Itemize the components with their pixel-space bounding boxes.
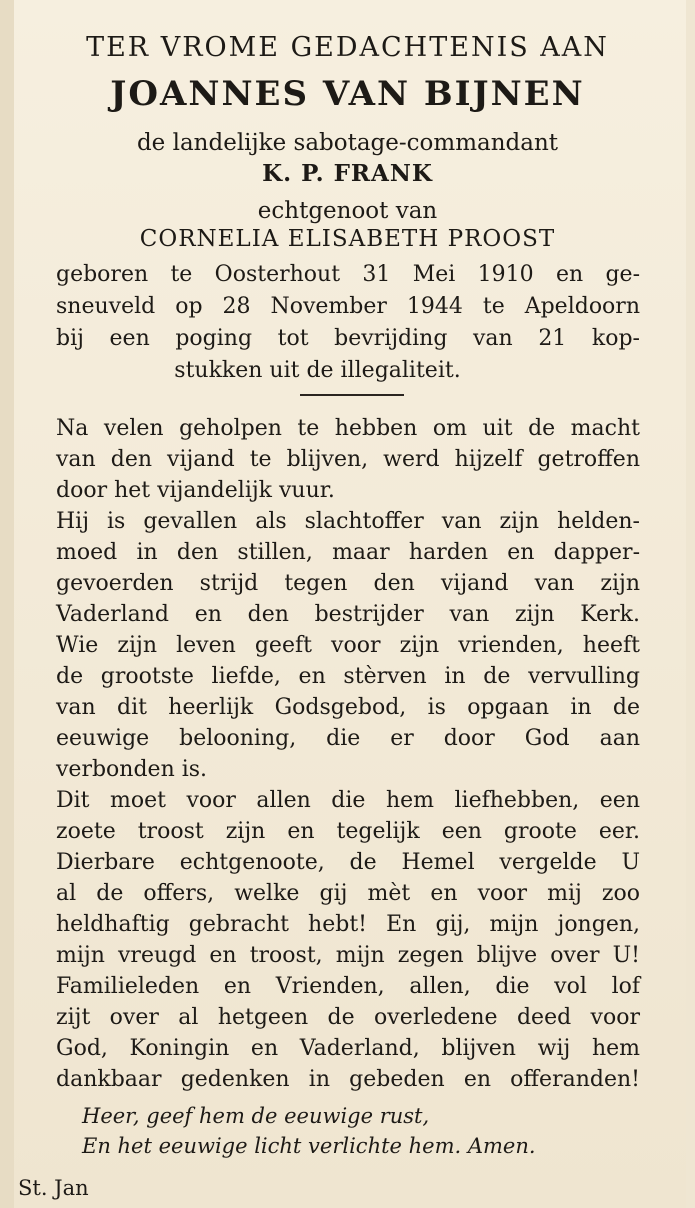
- body-line: de grootste liefde, en stèrven in de vervulling: [56, 664, 640, 689]
- dedication-heading: TER VROME GEDACHTENIS AAN: [86, 32, 609, 63]
- body-line: Hij is gevallen als slachtoffer van zijn helden-: [56, 509, 640, 534]
- deceased-name: JOANNES VAN BIJNEN: [110, 74, 585, 114]
- body-line: verbonden is.: [56, 757, 208, 782]
- alias-line: K. P. FRANK: [262, 160, 433, 187]
- body-line: heldhaftig gebracht hebt! En gij, mijn jongen,: [56, 912, 640, 937]
- bio-line: geboren te Oosterhout 31 Mei 1910 en ge-: [56, 262, 640, 287]
- body-line: zijt over al hetgeen de overledene deed voor: [56, 1005, 640, 1030]
- body-line: Vaderland en den bestrijder van zijn Kerk.: [56, 602, 640, 627]
- spouse-intro: echtgenoot van: [257, 198, 438, 224]
- printer-mark: St. Jan: [18, 1176, 89, 1200]
- body-line: moed in den stillen, maar harden en dapper-: [56, 540, 640, 565]
- body-line: Familieleden en Vrienden, allen, die vol lof: [56, 974, 640, 999]
- role-line: de landelijke sabotage-commandant: [136, 130, 559, 156]
- bio-line: sneuveld op 28 November 1944 te Apeldoorn: [56, 294, 640, 319]
- spouse-name: CORNELIA ELISABETH PROOST: [139, 226, 556, 252]
- body-line: van den vijand te blijven, werd hijzelf getroffen: [56, 447, 640, 472]
- body-line: eeuwige belooning, die er door God aan: [56, 726, 640, 751]
- body-line: Dierbare echtgenoote, de Hemel vergelde U: [56, 850, 640, 875]
- body-line: Na velen geholpen te hebben om uit de macht: [56, 416, 640, 441]
- bio-line: stukken uit de illegaliteit.: [174, 358, 461, 383]
- prayer-line: Heer, geef hem de eeuwige rust,: [82, 1104, 430, 1128]
- body-line: zoete troost zijn en tegelijk een groote eer.: [56, 819, 640, 844]
- body-line: gevoerden strijd tegen den vijand van zijn: [56, 571, 640, 596]
- body-line: dankbaar gedenken in gebeden en offeranden!: [56, 1067, 640, 1092]
- body-line: van dit heerlijk Godsgebod, is opgaan in de: [56, 695, 640, 720]
- body-line: Wie zijn leven geeft voor zijn vrienden, heeft: [56, 633, 640, 658]
- body-line: mijn vreugd en troost, mijn zegen blijve over U!: [56, 943, 640, 968]
- divider: [300, 394, 404, 396]
- bio-line: bij een poging tot bevrijding van 21 kop-: [56, 326, 640, 351]
- body-line: door het vijandelijk vuur.: [56, 478, 335, 503]
- body-line: Dit moet voor allen die hem liefhebben, een: [56, 788, 640, 813]
- body-line: God, Koningin en Vaderland, blijven wij hem: [56, 1036, 640, 1061]
- prayer-line: En het eeuwige licht verlichte hem. Amen.: [82, 1134, 536, 1158]
- body-line: al de offers, welke gij mèt en voor mij zoo: [56, 881, 640, 906]
